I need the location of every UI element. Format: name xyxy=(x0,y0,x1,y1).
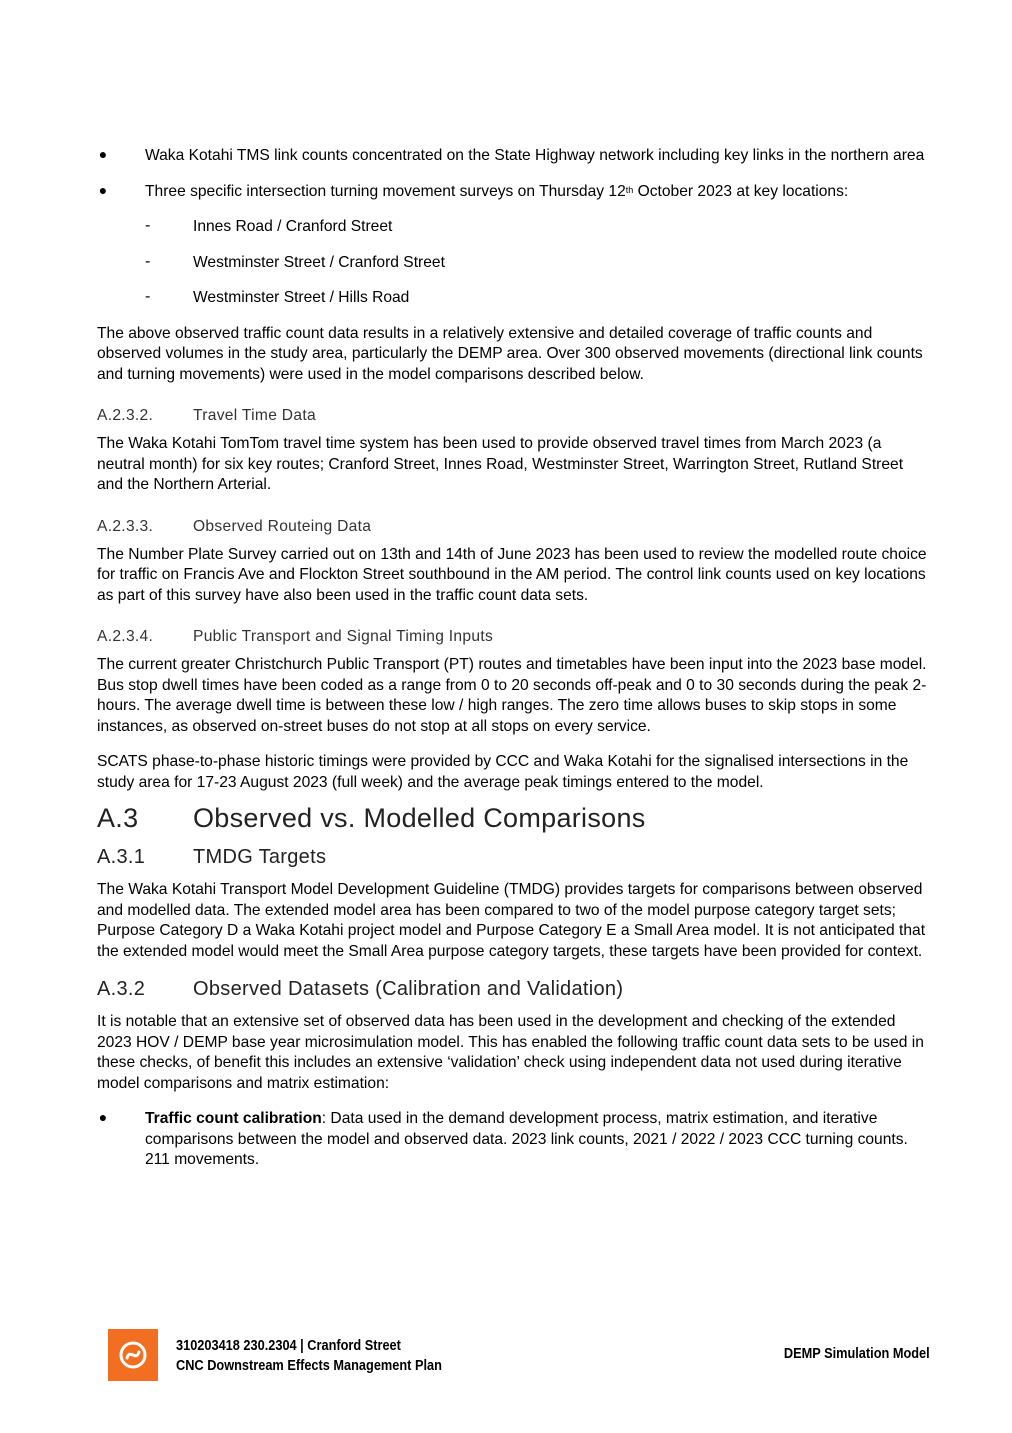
footer-line1: 310203418 230.2304 | Cranford Street xyxy=(176,1338,401,1354)
paragraph-travel-time: The Waka Kotahi TomTom travel time system has been used to provide observed travel times from March 2023 (a neutral month) for six key routes; Cranford Street, Innes Road, Westminster Street, Warrington Street, Rutland Street and the Northern Arterial. xyxy=(97,435,904,493)
superscript: th xyxy=(625,184,634,195)
dash-item xyxy=(97,217,933,238)
bullet-text-part: Three specific intersection turning movement surveys on Thursday 12 xyxy=(145,182,626,200)
paragraph-coverage: The above observed traffic count data results in a relatively extensive and detailed coverage of traffic counts and observed volumes in the study area, particularly the DEMP area. Over 300 observed movements (directional link counts and turning movements) were used in the model comparisons described below. xyxy=(97,324,923,383)
paragraph-datasets: It is notable that an extensive set of observed data has been used in the development and checking of the extended 2023 HOV / DEMP base year microsimulation model. This has enabled the following traffic count data sets to be used in these checks, of benefit this includes an extensive ‘validation’ check using independent data not used during iterative model comparisons and matrix estimation: xyxy=(97,1013,924,1092)
bullet-text-part: October 2023 at key locations: xyxy=(633,182,849,200)
heading-title: Public Transport and Signal Timing Inputs xyxy=(193,628,494,645)
heading-a3 xyxy=(97,803,933,834)
dash-mark-icon: - xyxy=(145,288,151,305)
dash-text: Westminster Street / Hills Road xyxy=(193,289,410,306)
heading-title: TMDG Targets xyxy=(193,846,327,868)
heading-number: A.3 xyxy=(97,803,139,833)
page-footer xyxy=(108,1329,930,1381)
heading-a2333 xyxy=(97,518,933,536)
heading-a2332 xyxy=(97,407,933,425)
stantec-logo-icon xyxy=(108,1329,158,1381)
paragraph-public-transport: The current greater Christchurch Public Transport (PT) routes and timetables have been input into the 2023 base model. Bus stop dwell times have been coded as a range from 0 to 20 seconds off-peak and 0 to 30 seconds during the peak 2-hours. The average dwell time is between these low / high ranges. The zero time allows buses to skip stops in some instances, as observed on-street buses do not stop at all stops on every service. xyxy=(97,656,927,735)
bullet-text-part: : Data used in the demand development process, matrix estimation, and iterative comparisons between the model and observed data. 2023 link counts, 2021 / 2022 / 2023 CCC turning counts. 211 movements. xyxy=(145,1110,908,1168)
paragraph-routeing: The Number Plate Survey carried out on 13th and 14th of June 2023 has been used to review the modelled route choice for traffic on Francis Ave and Flockton Street southbound in the AM period. The control link counts used on key locations as part of this survey have also been used in the traffic count data sets. xyxy=(97,545,927,604)
bullet-label: Traffic count calibration xyxy=(145,1110,322,1127)
footer-line2: CNC Downstream Effects Management Plan xyxy=(176,1358,442,1374)
dash-text: Westminster Street / Cranford Street xyxy=(193,253,445,271)
bullet-item xyxy=(97,1109,933,1171)
heading-title: Observed Datasets (Calibration and Validation) xyxy=(193,978,624,1000)
heading-number: A.2.3.4. xyxy=(97,628,154,645)
heading-a32 xyxy=(97,978,933,1001)
page-content xyxy=(97,146,933,1186)
dash-text: Innes Road / Cranford Street xyxy=(193,218,393,235)
heading-number: A.3.1 xyxy=(97,846,146,868)
bullet-dot-icon: ● xyxy=(98,1109,108,1125)
heading-a31 xyxy=(97,846,933,869)
heading-number: A.2.3.2. xyxy=(97,407,154,424)
heading-title: Observed vs. Modelled Comparisons xyxy=(193,803,646,833)
bullet-text xyxy=(145,182,933,203)
dash-mark-icon: - xyxy=(145,217,151,234)
bullet-dot-icon: ● xyxy=(98,181,108,198)
bullet-item xyxy=(97,182,933,203)
heading-title: Observed Routeing Data xyxy=(193,517,372,535)
bullet-item xyxy=(97,146,933,167)
heading-number: A.3.2 xyxy=(97,978,146,1000)
dash-mark-icon: - xyxy=(145,252,151,270)
dash-item xyxy=(97,288,933,309)
heading-a2334 xyxy=(97,628,933,646)
logo-swirl-icon xyxy=(118,1340,148,1370)
footer-report-title: DEMP Simulation Model xyxy=(784,1346,930,1362)
bullet-text xyxy=(145,1109,933,1171)
paragraph-scats: SCATS phase-to-phase historic timings were provided by CCC and Waka Kotahi for the signalised intersections in the study area for 17-23 August 2023 (full week) and the average peak timings entered to the model. xyxy=(97,753,909,791)
heading-title: Travel Time Data xyxy=(193,407,316,424)
bullet-text: Waka Kotahi TMS link counts concentrated on the State Highway network including key links in the northern area xyxy=(145,147,925,164)
bullet-dot-icon: ● xyxy=(98,146,108,162)
paragraph-tmdg: The Waka Kotahi Transport Model Development Guideline (TMDG) provides targets for comparisons between observed and modelled data. The extended model area has been compared to two of the model purpose category target sets; Purpose Category D a Waka Kotahi project model and Purpose Category E a Small Area model. It is not anticipated that the extended model would meet the Small Area purpose category targets, these targets have been provided for context. xyxy=(97,881,926,960)
footer-document-info xyxy=(176,1336,442,1376)
heading-number: A.2.3.3. xyxy=(97,517,154,535)
dash-item xyxy=(97,253,933,274)
